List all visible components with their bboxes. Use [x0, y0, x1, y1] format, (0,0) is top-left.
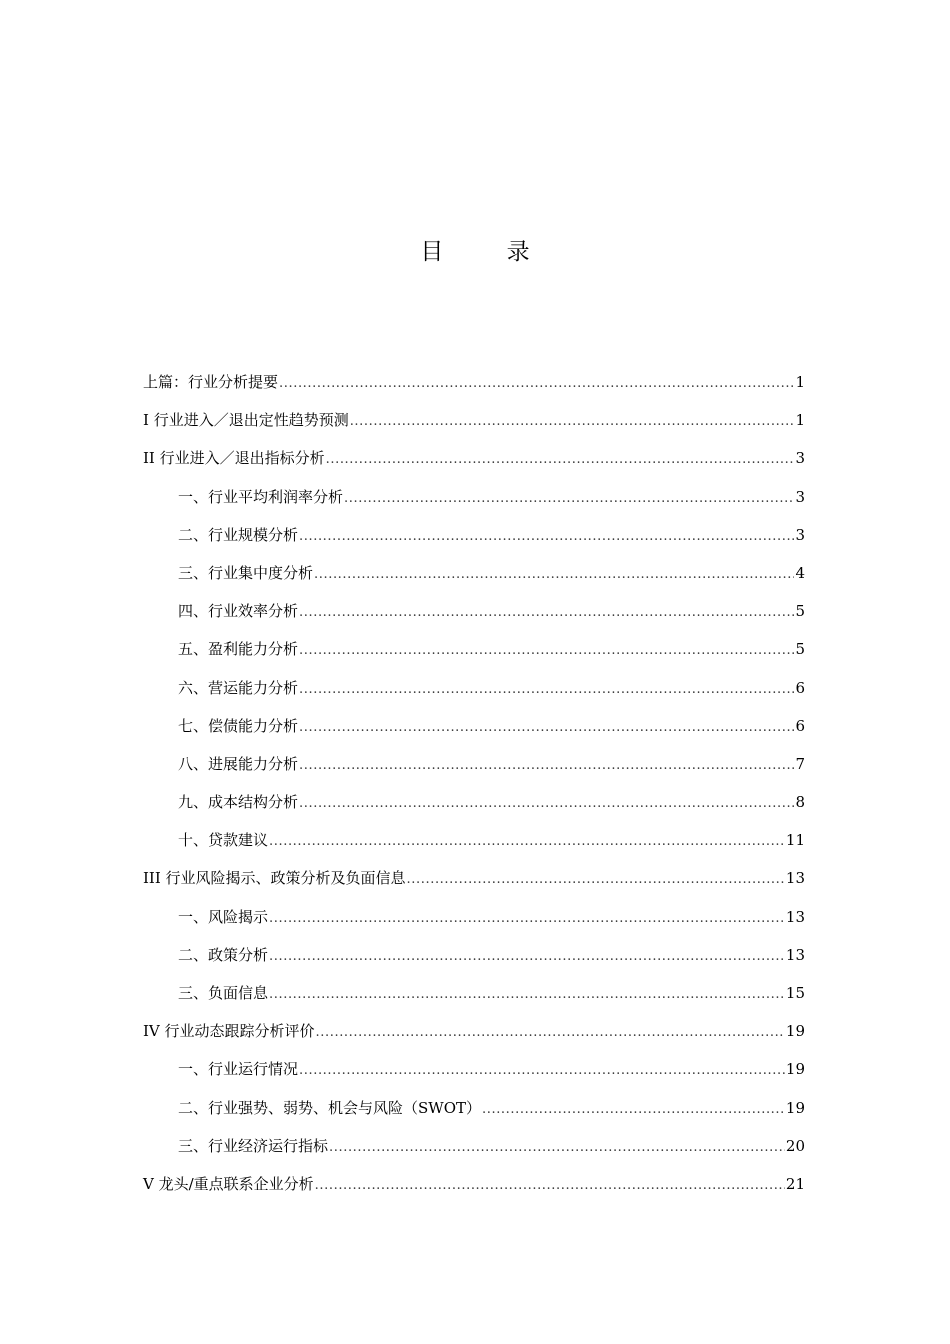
- toc-dot-leader: [269, 907, 785, 931]
- toc-page-number: 5: [795, 640, 805, 659]
- toc-dot-leader: [299, 754, 794, 778]
- toc-dot-leader: [329, 1136, 785, 1160]
- toc-entry[interactable]: [143, 1019, 805, 1057]
- toc-page-number: 7: [795, 754, 805, 773]
- toc-entry[interactable]: [143, 370, 805, 408]
- toc-dot-leader: [350, 410, 795, 434]
- toc-page-number: 13: [785, 907, 805, 926]
- toc-dot-leader: [344, 487, 794, 511]
- toc-page-number: 5: [795, 602, 805, 621]
- toc-dot-leader: [299, 639, 794, 663]
- toc-dot-leader: [269, 945, 785, 969]
- toc-page-number: 1: [795, 373, 805, 391]
- toc-entry[interactable]: [143, 676, 805, 714]
- toc-dot-leader: [299, 601, 794, 625]
- toc-entry[interactable]: [143, 599, 805, 637]
- toc-entry[interactable]: [143, 714, 805, 752]
- toc-dot-leader: [299, 792, 794, 816]
- toc-entry-label: 二、行业强势、弱势、机会与风险（SWOT）: [178, 1098, 481, 1117]
- toc-dot-leader: [299, 1059, 785, 1083]
- toc-entry[interactable]: [143, 1057, 805, 1095]
- toc-entry[interactable]: [143, 752, 805, 790]
- toc-entry-label: 十、贷款建议: [178, 831, 269, 850]
- toc-entry[interactable]: [143, 790, 805, 828]
- toc-entry-label: 七、偿债能力分析: [178, 716, 299, 735]
- toc-entry-label: 一、行业运行情况: [178, 1060, 299, 1079]
- toc-entry[interactable]: [143, 943, 805, 981]
- toc-entry-label: 四、行业效率分析: [178, 602, 299, 621]
- toc-entry[interactable]: [143, 905, 805, 943]
- toc-entry[interactable]: [143, 485, 805, 523]
- toc-dot-leader: [407, 868, 785, 892]
- toc-entry[interactable]: [143, 446, 805, 484]
- page-title: 目 录: [420, 239, 558, 265]
- toc-entry[interactable]: [143, 1134, 805, 1172]
- toc-entry[interactable]: [143, 637, 805, 675]
- toc-dot-leader: [299, 716, 794, 740]
- toc-page-number: 4: [795, 563, 805, 582]
- toc-entry-label: 五、盈利能力分析: [178, 640, 299, 659]
- toc-entry[interactable]: [143, 981, 805, 1019]
- toc-entry[interactable]: [143, 523, 805, 561]
- toc-entry[interactable]: [143, 866, 805, 904]
- toc-entry-label: 二、行业规模分析: [178, 525, 299, 544]
- toc-entry-label: 九、成本结构分析: [178, 793, 299, 812]
- toc-dot-leader: [482, 1098, 785, 1122]
- toc-entry-label: 六、营运能力分析: [178, 678, 299, 697]
- toc-dot-leader: [299, 678, 794, 702]
- toc-entry-label: 一、风险揭示: [178, 907, 269, 926]
- toc-page-number: 15: [785, 984, 805, 1002]
- toc-page-number: 3: [795, 525, 805, 544]
- toc-entry-label: 上篇：行业分析提要: [143, 373, 279, 391]
- toc-page-number: 19: [785, 1098, 805, 1117]
- toc-entry-label: II 行业进入／退出指标分析: [143, 449, 325, 468]
- toc-entry-label: 三、负面信息: [178, 984, 269, 1002]
- toc-page-number: 19: [785, 1060, 805, 1079]
- toc-dot-leader: [316, 1021, 785, 1045]
- toc-dot-leader: [326, 448, 795, 472]
- toc-entry-label: 二、政策分析: [178, 945, 269, 964]
- toc-entry[interactable]: [143, 1096, 805, 1134]
- toc-dot-leader: [315, 1174, 785, 1198]
- toc-entry-label: 三、行业经济运行指标: [178, 1136, 329, 1155]
- toc-page-number: 3: [795, 449, 805, 468]
- toc-page-number: 6: [795, 678, 805, 697]
- toc-entry-label: 三、行业集中度分析: [178, 563, 314, 582]
- toc-entry-label: 一、行业平均利润率分析: [178, 487, 344, 506]
- toc-entry[interactable]: [143, 828, 805, 866]
- toc-page-number: 6: [795, 716, 805, 735]
- toc-page-number: 11: [785, 831, 805, 850]
- toc-dot-leader: [279, 372, 794, 396]
- toc-page-number: 8: [795, 793, 805, 812]
- toc-entry[interactable]: [143, 1172, 805, 1210]
- toc-entry[interactable]: [143, 561, 805, 599]
- toc-page-number: 3: [795, 487, 805, 506]
- toc-page-number: 21: [785, 1174, 805, 1193]
- toc-entry-label: 八、进展能力分析: [178, 754, 299, 773]
- toc-entry-label: IV 行业动态跟踪分析评价: [143, 1022, 315, 1041]
- toc-entry[interactable]: [143, 408, 805, 446]
- toc-page-number: 13: [785, 869, 805, 888]
- toc-dot-leader: [314, 563, 794, 587]
- toc-page-number: 1: [795, 411, 805, 430]
- table-of-contents: [143, 370, 805, 1210]
- toc-dot-leader: [269, 830, 785, 854]
- toc-page-number: 20: [785, 1136, 805, 1155]
- toc-page-number: 13: [785, 945, 805, 964]
- toc-page-number: 19: [785, 1022, 805, 1041]
- toc-entry-label: I 行业进入／退出定性趋势预测: [143, 411, 349, 430]
- toc-dot-leader: [269, 983, 785, 1007]
- toc-entry-label: V 龙头/重点联系企业分析: [143, 1174, 314, 1193]
- toc-entry-label: III 行业风险揭示、政策分析及负面信息: [143, 869, 406, 888]
- toc-dot-leader: [299, 525, 794, 549]
